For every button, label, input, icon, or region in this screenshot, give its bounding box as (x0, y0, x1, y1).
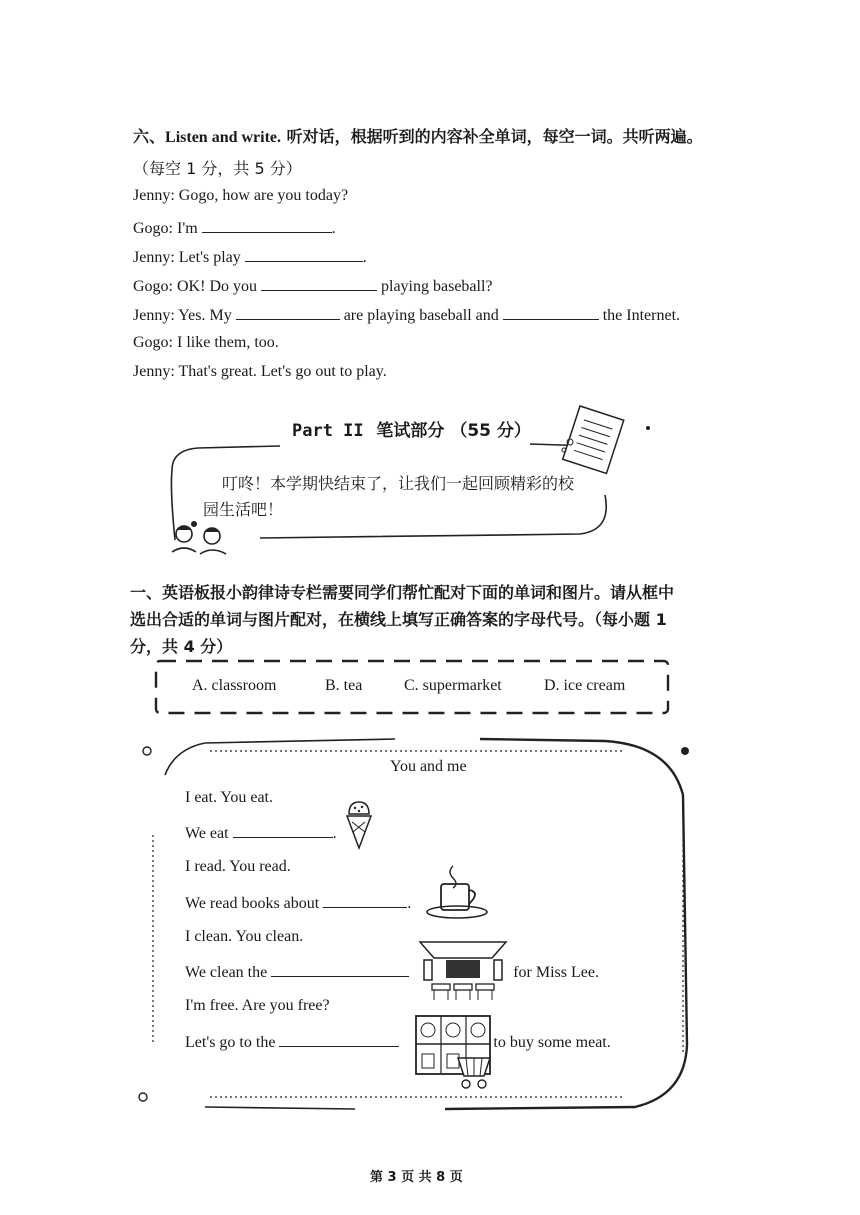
answer-blank[interactable] (261, 276, 377, 291)
answer-blank[interactable] (245, 247, 363, 262)
classroom-icon (418, 938, 508, 1004)
dialogue-line: Jenny: Gogo, how are you today? (133, 187, 349, 204)
heading-chinese: 听对话，根据听到的内容补全单词，每空一词。共听两遍。 (281, 127, 703, 146)
dialogue-line: Jenny: That's great. Let's go out to play. (133, 363, 387, 380)
section1-heading-line2: 选出合适的单词与图片配对，在横线上填写正确答案的字母代号。（每小题 1 (130, 610, 667, 629)
page-number: 第 3 页 共 8 页 (370, 1170, 463, 1185)
heading-english: Listen and write. (165, 129, 282, 146)
section1-heading-line1: 一、英语板报小韵律诗专栏需要同学们帮忙配对下面的单词和图片。请从框中 (130, 583, 675, 602)
poem-line: We read books about . (185, 895, 412, 912)
poem-line: I'm free. Are you free? (185, 997, 330, 1014)
listening-score: （每空 1 分，共 5 分） (133, 159, 302, 178)
dialogue-line: Gogo: OK! Do you playing baseball? (133, 278, 493, 295)
dialogue-line: Jenny: Yes. My are playing baseball and the Internet. (133, 307, 681, 324)
section1-heading-line3: 分，共 4 分） (130, 637, 233, 656)
heading-number: 六、 (133, 127, 166, 146)
dialogue-line: Gogo: I'm . (133, 220, 336, 237)
poem-title: You and me (390, 758, 467, 775)
answer-blank[interactable] (279, 1032, 399, 1047)
word-option-d: D. ice cream (544, 677, 626, 694)
ice-cream-icon (343, 800, 375, 852)
word-option-b: B. tea (325, 677, 363, 694)
word-option-c: C. supermarket (404, 677, 502, 694)
answer-blank[interactable] (202, 218, 332, 233)
part2-intro-line2: 园生活吧！ (203, 500, 284, 519)
word-option-a: A. classroom (192, 677, 277, 694)
children-icon (166, 520, 236, 560)
listening-heading (133, 124, 703, 147)
poem-line: Let's go to the to buy some meat. (185, 1034, 611, 1051)
dialogue-line: Jenny: Let's play . (133, 249, 367, 266)
answer-blank[interactable] (503, 305, 599, 320)
answer-blank[interactable] (236, 305, 340, 320)
answer-blank[interactable] (271, 962, 409, 977)
supermarket-icon (414, 1014, 494, 1090)
poem-line: We clean the for Miss Lee. (185, 964, 599, 981)
dialogue-line: Gogo: I like them, too. (133, 334, 279, 351)
part2-title: Part II 笔试部分 （55 分） (292, 421, 531, 441)
poem-line: We eat . (185, 825, 337, 842)
answer-blank[interactable] (233, 823, 333, 838)
part2-intro-line1: 叮咚！本学期快结束了，让我们一起回顾精彩的校 (222, 474, 575, 493)
poem-line: I clean. You clean. (185, 928, 304, 945)
poem-line: I read. You read. (185, 858, 291, 875)
answer-blank[interactable] (323, 893, 407, 908)
poem-line: I eat. You eat. (185, 789, 273, 806)
tea-cup-icon (425, 862, 493, 920)
